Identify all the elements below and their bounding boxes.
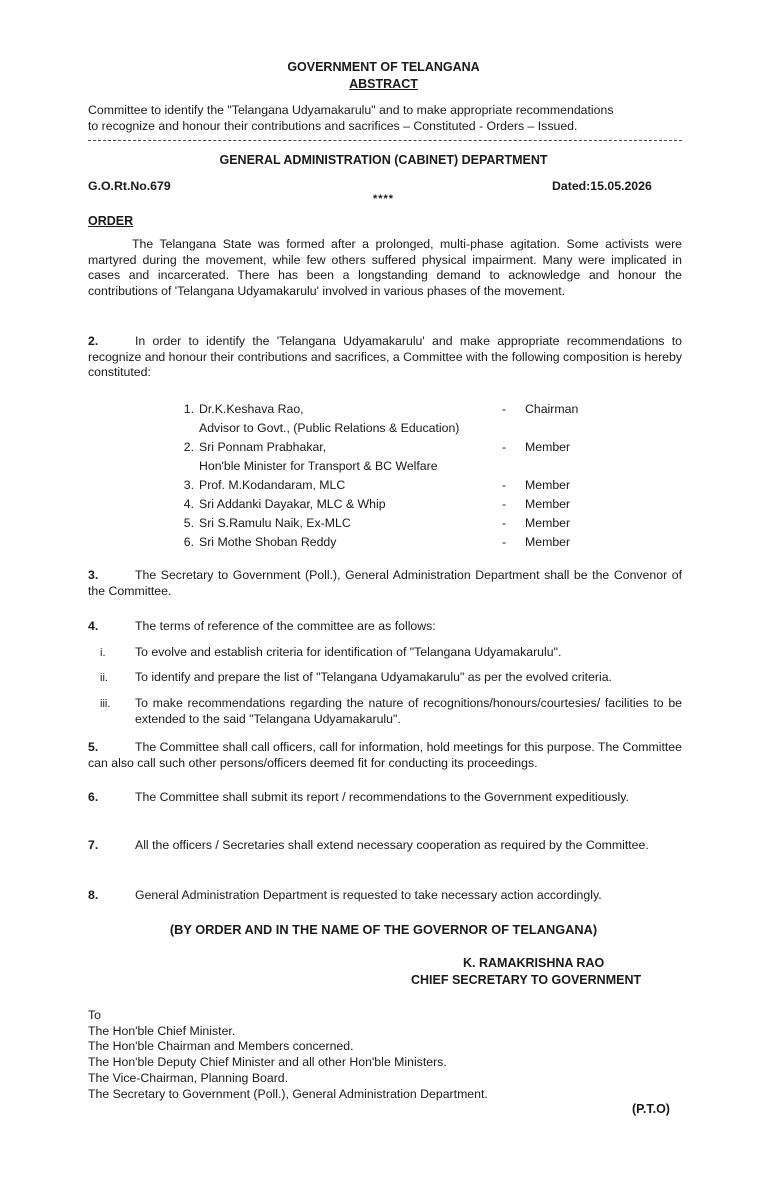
subject-line-2: to recognize and honour their contributions and sacrifices – Constituted - Orders – Issued.: [88, 119, 578, 133]
member-role: Chairman: [525, 402, 579, 416]
order-paragraph-4: [88, 619, 682, 635]
member-number: 2.: [183, 440, 194, 454]
signatory-name: K. RAMAKRISHNA RAO: [463, 956, 605, 970]
member-name: Sri Addanki Dayakar, MLC & Whip: [199, 497, 386, 511]
by-order-line: (BY ORDER AND IN THE NAME OF THE GOVERNOR OF TELANGANA): [169, 922, 598, 937]
order-paragraph-2: [88, 334, 682, 381]
member-subtitle-2: Hon'ble Minister for Transport & BC Welfare: [199, 459, 438, 473]
government-title: GOVERNMENT OF TELANGANA: [287, 60, 480, 74]
member-dash: -: [502, 440, 507, 454]
member-name: Prof. M.Kodandaram, MLC: [199, 478, 346, 492]
paragraph-4-text: The terms of reference of the committee are as follows:: [135, 619, 436, 633]
subject-line-1: Committee to identify the "Telangana Udyamakarulu" and to make appropriate recommendations: [88, 103, 614, 117]
member-role: Member: [525, 478, 571, 492]
order-paragraph-5: [88, 740, 682, 771]
recipient-1: The Hon'ble Chief Minister.: [88, 1023, 236, 1038]
to-label: To: [88, 1008, 101, 1022]
term-text: To identify and prepare the list of "Telangana Udyamakarulu" as per the evolved criteria.: [135, 670, 612, 684]
member-row-3: [172, 478, 612, 496]
member-name: Sri Mothe Shoban Reddy: [199, 535, 337, 549]
department-title: GENERAL ADMINISTRATION (CABINET) DEPARTMENT: [219, 153, 548, 167]
go-number: G.O.Rt.No.679: [88, 179, 171, 193]
paragraph-5-number: 5.: [88, 740, 99, 754]
term-text: To make recommendations regarding the nature of recognitions/honours/courtesies/ facilities to be extended to the said "Telangana Udyamakarulu".: [135, 696, 682, 726]
signatory-designation: CHIEF SECRETARY TO GOVERNMENT: [411, 973, 642, 987]
member-dash: -: [502, 478, 507, 492]
member-number: 5.: [183, 516, 194, 530]
separator-stars: ****: [372, 193, 395, 205]
member-row-1: [172, 402, 612, 420]
member-number: 6.: [183, 535, 194, 549]
member-row-5: [172, 516, 612, 534]
order-heading: ORDER: [88, 214, 134, 228]
order-paragraph-1: [88, 237, 682, 299]
paragraph-6-text: The Committee shall submit its report / recommendations to the Government expeditiously.: [135, 790, 629, 804]
paragraph-1-text: The Telangana State was formed after a prolonged, multi-phase agitation. Some activists were martyred during the movement, while few others suffered physical impairment. Many were implicated in cases and incarcerated. There has been a longstanding demand to acknowledge and honour the contributions of 'Telangana Udyamakarulu' involved in various phases of the movement.: [88, 237, 682, 298]
term-number: iii.: [100, 698, 111, 710]
member-role: Member: [525, 535, 571, 549]
member-subtitle-1: Advisor to Govt., (Public Relations & Education): [199, 421, 460, 435]
member-dash: -: [502, 516, 507, 530]
paragraph-8-number: 8.: [88, 888, 99, 902]
pto-marker: (P.T.O): [632, 1102, 670, 1116]
member-number: 4.: [183, 497, 194, 511]
subject: [88, 102, 688, 134]
member-row-2: [172, 440, 612, 458]
paragraph-7-text: All the officers / Secretaries shall extend necessary cooperation as required by the Committee.: [135, 838, 649, 852]
member-row-4: [172, 497, 612, 515]
paragraph-7-number: 7.: [88, 838, 99, 852]
recipient-5: The Secretary to Government (Poll.), General Administration Department.: [88, 1086, 488, 1101]
paragraph-4-number: 4.: [88, 619, 99, 633]
member-dash: -: [502, 497, 507, 511]
paragraph-5-text: The Committee shall call officers, call for information, hold meetings for this purpose. The Committee can also call such other persons/officers deemed fit for conducting its proceedings.: [88, 740, 682, 770]
member-name: Dr.K.Keshava Rao,: [199, 402, 304, 416]
order-paragraph-8: [88, 888, 682, 904]
member-dash: -: [502, 402, 507, 416]
recipient-3: The Hon'ble Deputy Chief Minister and all other Hon'ble Ministers.: [88, 1055, 447, 1070]
paragraph-3-number: 3.: [88, 568, 99, 582]
paragraph-6-number: 6.: [88, 790, 99, 804]
member-number: 3.: [183, 478, 194, 492]
member-role: Member: [525, 497, 571, 511]
member-name: Sri Ponnam Prabhakar,: [199, 440, 327, 454]
paragraph-8-text: General Administration Department is requested to take necessary action accordingly.: [135, 888, 602, 902]
go-date: Dated:15.05.2026: [552, 179, 652, 193]
recipient-4: The Vice-Chairman, Planning Board.: [88, 1070, 289, 1085]
abstract-label: ABSTRACT: [349, 77, 418, 91]
order-paragraph-3: [88, 568, 682, 599]
distribution-list: [88, 1008, 488, 1102]
member-name: Sri S.Ramulu Naik, Ex-MLC: [199, 516, 351, 530]
paragraph-2-text: In order to identify the 'Telangana Udyamakarulu' and make appropriate recommendations to recognize and honour their contributions and sacrifices, a Committee with the following composition is hereby constituted:: [88, 334, 682, 379]
paragraph-3-text: The Secretary to Government (Poll.), General Administration Department shall be the Convenor of the Committee.: [88, 568, 682, 598]
member-dash: -: [502, 535, 507, 549]
member-role: Member: [525, 516, 571, 530]
order-paragraph-6: [88, 790, 682, 806]
term-number: i.: [100, 647, 106, 659]
recipient-2: The Hon'ble Chairman and Members concerned.: [88, 1039, 354, 1054]
paragraph-2-number: 2.: [88, 334, 99, 348]
order-paragraph-7: [88, 838, 682, 854]
term-text: To evolve and establish criteria for identification of "Telangana Udyamakarulu".: [135, 645, 562, 659]
member-role: Member: [525, 440, 571, 454]
member-row-6: [172, 535, 612, 553]
member-number: 1.: [183, 402, 194, 416]
term-number: ii.: [100, 672, 108, 684]
dashed-divider: [88, 140, 682, 141]
